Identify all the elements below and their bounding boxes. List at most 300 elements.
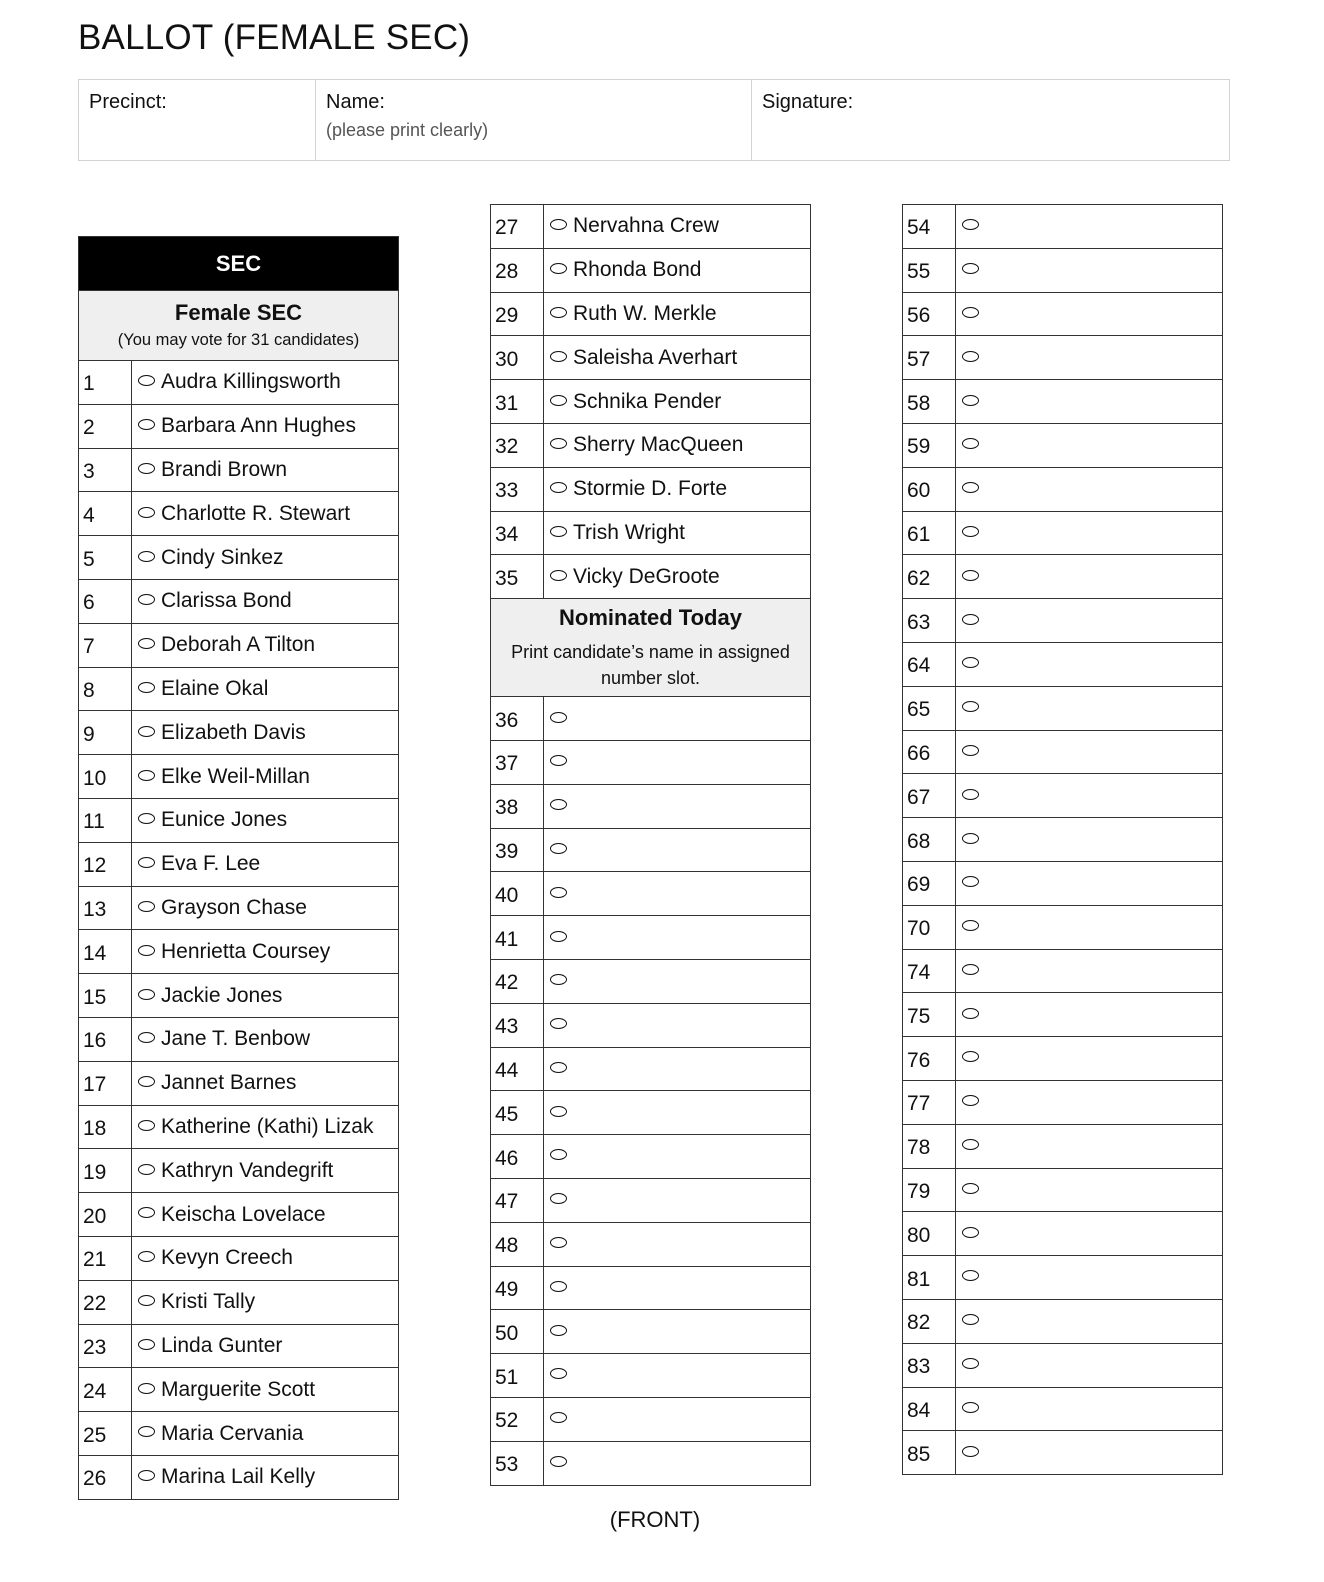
candidate-name: Ruth W. Merkle bbox=[573, 301, 717, 325]
slot-number: 13 bbox=[79, 886, 132, 930]
vote-oval-icon[interactable] bbox=[550, 1368, 567, 1379]
slot-number: 62 bbox=[903, 555, 956, 599]
write-in-row bbox=[903, 467, 1223, 511]
write-in-cell[interactable] bbox=[956, 1168, 1223, 1212]
slot-number: 5 bbox=[79, 536, 132, 580]
write-in-cell[interactable] bbox=[956, 1387, 1223, 1431]
vote-oval-icon[interactable] bbox=[550, 482, 567, 493]
write-in-row bbox=[903, 1124, 1223, 1168]
candidate-name: Marina Lail Kelly bbox=[161, 1465, 316, 1489]
candidate-name: Grayson Chase bbox=[161, 895, 307, 919]
write-in-cell[interactable] bbox=[544, 1003, 811, 1047]
candidate-cell[interactable] bbox=[132, 404, 399, 448]
write-in-cell[interactable] bbox=[956, 205, 1223, 249]
vote-oval-icon[interactable] bbox=[138, 682, 155, 693]
section-subtitle: Female SEC bbox=[174, 299, 303, 325]
candidate-name: Elizabeth Davis bbox=[161, 720, 306, 744]
slot-number: 21 bbox=[79, 1236, 132, 1280]
write-in-cell[interactable] bbox=[544, 1441, 811, 1485]
vote-oval-icon[interactable] bbox=[962, 1270, 979, 1281]
vote-oval-icon[interactable] bbox=[962, 1227, 979, 1238]
write-in-cell[interactable] bbox=[544, 1222, 811, 1266]
vote-oval-icon[interactable] bbox=[138, 1295, 155, 1306]
candidate-name: Sherry MacQueen bbox=[573, 433, 744, 457]
vote-oval-icon[interactable] bbox=[962, 1358, 979, 1369]
slot-number: 66 bbox=[903, 730, 956, 774]
candidate-row bbox=[79, 1236, 399, 1280]
candidate-name: Eva F. Lee bbox=[161, 852, 261, 876]
write-in-cell[interactable] bbox=[956, 380, 1223, 424]
write-in-cell[interactable] bbox=[956, 774, 1223, 818]
slot-number: 70 bbox=[903, 905, 956, 949]
slot-number: 69 bbox=[903, 861, 956, 905]
slot-number: 67 bbox=[903, 774, 956, 818]
slot-number: 58 bbox=[903, 380, 956, 424]
candidate-cell[interactable] bbox=[132, 1061, 399, 1105]
slot-number: 29 bbox=[491, 292, 544, 336]
vote-oval-icon[interactable] bbox=[550, 219, 567, 230]
candidate-row bbox=[491, 511, 811, 555]
candidate-row bbox=[491, 248, 811, 292]
vote-oval-icon[interactable] bbox=[550, 351, 567, 362]
write-in-row bbox=[903, 1299, 1223, 1343]
write-in-row bbox=[903, 949, 1223, 993]
slot-number: 53 bbox=[491, 1441, 544, 1485]
write-in-cell[interactable] bbox=[544, 1091, 811, 1135]
candidate-name: Nervahna Crew bbox=[573, 214, 719, 238]
write-in-row bbox=[903, 730, 1223, 774]
vote-oval-icon[interactable] bbox=[962, 1314, 979, 1325]
candidate-name: Kathryn Vandegrift bbox=[161, 1158, 334, 1182]
candidate-cell[interactable] bbox=[132, 1368, 399, 1412]
candidate-name: Jannet Barnes bbox=[161, 1071, 297, 1095]
vote-oval-icon[interactable] bbox=[962, 1402, 979, 1413]
vote-oval-icon[interactable] bbox=[138, 1339, 155, 1350]
vote-oval-icon[interactable] bbox=[962, 701, 979, 712]
candidate-cell[interactable] bbox=[132, 361, 399, 405]
candidate-cell[interactable] bbox=[132, 886, 399, 930]
candidate-row bbox=[79, 579, 399, 623]
candidate-cell[interactable] bbox=[132, 536, 399, 580]
page-side-label: (FRONT) bbox=[609, 1507, 701, 1532]
candidate-row bbox=[79, 974, 399, 1018]
vote-oval-icon[interactable] bbox=[550, 1193, 567, 1204]
candidate-name: Charlotte R. Stewart bbox=[161, 501, 351, 525]
vote-oval-icon[interactable] bbox=[962, 657, 979, 668]
write-in-row bbox=[903, 1037, 1223, 1081]
write-in-cell[interactable] bbox=[956, 1431, 1223, 1475]
candidate-row bbox=[79, 1193, 399, 1237]
write-in-cell[interactable] bbox=[544, 1354, 811, 1398]
write-in-cell[interactable] bbox=[544, 1178, 811, 1222]
candidate-cell[interactable] bbox=[132, 579, 399, 623]
vote-oval-icon[interactable] bbox=[138, 726, 155, 737]
write-in-cell[interactable] bbox=[956, 993, 1223, 1037]
candidate-cell[interactable] bbox=[132, 1105, 399, 1149]
write-in-row bbox=[903, 292, 1223, 336]
write-in-cell[interactable] bbox=[956, 1080, 1223, 1124]
candidate-row bbox=[491, 423, 811, 467]
candidate-row bbox=[491, 336, 811, 380]
candidate-name: Jane T. Benbow bbox=[161, 1027, 311, 1051]
write-in-row bbox=[903, 1343, 1223, 1387]
candidate-cell[interactable] bbox=[132, 755, 399, 799]
vote-oval-icon[interactable] bbox=[550, 263, 567, 274]
vote-oval-icon[interactable] bbox=[962, 920, 979, 931]
candidate-name: Elaine Okal bbox=[161, 676, 269, 700]
candidate-cell[interactable] bbox=[544, 467, 811, 511]
write-in-cell[interactable] bbox=[956, 248, 1223, 292]
section-subheader bbox=[79, 291, 399, 361]
vote-oval-icon[interactable] bbox=[550, 1062, 567, 1073]
vote-oval-icon[interactable] bbox=[962, 526, 979, 537]
vote-oval-icon[interactable] bbox=[138, 1207, 155, 1218]
vote-oval-icon[interactable] bbox=[550, 887, 567, 898]
vote-oval-icon[interactable] bbox=[550, 1412, 567, 1423]
vote-oval-icon[interactable] bbox=[138, 1164, 155, 1175]
vote-oval-icon[interactable] bbox=[962, 964, 979, 975]
slot-number: 35 bbox=[491, 555, 544, 599]
write-in-cell[interactable] bbox=[544, 740, 811, 784]
slot-number: 18 bbox=[79, 1105, 132, 1149]
candidate-row bbox=[79, 930, 399, 974]
vote-oval-icon[interactable] bbox=[138, 901, 155, 912]
write-in-cell[interactable] bbox=[956, 686, 1223, 730]
candidate-cell[interactable] bbox=[132, 798, 399, 842]
slot-number: 23 bbox=[79, 1324, 132, 1368]
vote-oval-icon[interactable] bbox=[962, 876, 979, 887]
vote-oval-icon[interactable] bbox=[138, 989, 155, 1000]
vote-oval-icon[interactable] bbox=[550, 843, 567, 854]
vote-oval-icon[interactable] bbox=[138, 1383, 155, 1394]
candidate-row bbox=[79, 886, 399, 930]
candidate-row bbox=[79, 1412, 399, 1456]
vote-oval-icon[interactable] bbox=[138, 463, 155, 474]
write-in-cell[interactable] bbox=[956, 511, 1223, 555]
write-in-row bbox=[903, 642, 1223, 686]
slot-number: 28 bbox=[491, 248, 544, 292]
slot-number: 51 bbox=[491, 1354, 544, 1398]
write-in-row bbox=[491, 1091, 811, 1135]
slot-number: 30 bbox=[491, 336, 544, 380]
vote-oval-icon[interactable] bbox=[962, 1183, 979, 1194]
precinct-field[interactable] bbox=[79, 80, 315, 160]
candidate-cell[interactable] bbox=[132, 492, 399, 536]
vote-oval-icon[interactable] bbox=[962, 482, 979, 493]
candidate-cell[interactable] bbox=[132, 711, 399, 755]
candidate-name: Clarissa Bond bbox=[161, 589, 292, 613]
candidate-cell[interactable] bbox=[544, 336, 811, 380]
slot-number: 26 bbox=[79, 1455, 132, 1499]
slot-number: 44 bbox=[491, 1047, 544, 1091]
candidate-row bbox=[79, 755, 399, 799]
write-in-cell[interactable] bbox=[956, 1256, 1223, 1300]
vote-oval-icon[interactable] bbox=[138, 1032, 155, 1043]
vote-oval-icon[interactable] bbox=[550, 570, 567, 581]
write-in-row bbox=[491, 1003, 811, 1047]
vote-oval-icon[interactable] bbox=[138, 770, 155, 781]
write-in-cell[interactable] bbox=[544, 1397, 811, 1441]
vote-oval-icon[interactable] bbox=[962, 395, 979, 406]
slot-number: 15 bbox=[79, 974, 132, 1018]
candidate-row bbox=[79, 404, 399, 448]
slot-number: 52 bbox=[491, 1397, 544, 1441]
slot-number: 4 bbox=[79, 492, 132, 536]
nominated-title: Nominated Today bbox=[559, 604, 742, 630]
slot-number: 49 bbox=[491, 1266, 544, 1310]
candidate-name: Schnika Pender bbox=[573, 389, 722, 413]
candidate-row bbox=[79, 623, 399, 667]
write-in-row bbox=[903, 336, 1223, 380]
candidate-row bbox=[79, 798, 399, 842]
vote-instruction: (You may vote for 31 candidates) bbox=[117, 330, 360, 349]
vote-oval-icon[interactable] bbox=[138, 1251, 155, 1262]
write-in-row bbox=[903, 1256, 1223, 1300]
slot-number: 68 bbox=[903, 818, 956, 862]
vote-oval-icon[interactable] bbox=[962, 1446, 979, 1457]
slot-number: 43 bbox=[491, 1003, 544, 1047]
precinct-label: Precinct: bbox=[89, 91, 167, 113]
slot-number: 82 bbox=[903, 1299, 956, 1343]
write-in-cell[interactable] bbox=[544, 1047, 811, 1091]
slot-number: 32 bbox=[491, 423, 544, 467]
slot-number: 8 bbox=[79, 667, 132, 711]
candidate-row bbox=[79, 842, 399, 886]
vote-oval-icon[interactable] bbox=[550, 438, 567, 449]
slot-number: 3 bbox=[79, 448, 132, 492]
vote-oval-icon[interactable] bbox=[138, 1120, 155, 1131]
candidate-name: Kevyn Creech bbox=[161, 1246, 293, 1270]
write-in-row bbox=[491, 1397, 811, 1441]
slot-number: 34 bbox=[491, 511, 544, 555]
write-in-cell[interactable] bbox=[544, 1266, 811, 1310]
vote-oval-icon[interactable] bbox=[138, 594, 155, 605]
vote-oval-icon[interactable] bbox=[962, 1139, 979, 1150]
slot-number: 12 bbox=[79, 842, 132, 886]
candidate-cell[interactable] bbox=[132, 623, 399, 667]
candidate-row bbox=[491, 380, 811, 424]
candidate-cell[interactable] bbox=[544, 248, 811, 292]
write-in-row bbox=[491, 697, 811, 741]
vote-oval-icon[interactable] bbox=[550, 1237, 567, 1248]
candidate-name: Stormie D. Forte bbox=[573, 477, 728, 501]
vote-oval-icon[interactable] bbox=[550, 712, 567, 723]
slot-number: 36 bbox=[491, 697, 544, 741]
write-in-cell[interactable] bbox=[956, 818, 1223, 862]
name-label: Name: bbox=[326, 91, 385, 113]
write-in-cell[interactable] bbox=[544, 1310, 811, 1354]
write-in-cell[interactable] bbox=[956, 292, 1223, 336]
vote-oval-icon[interactable] bbox=[138, 1076, 155, 1087]
vote-oval-icon[interactable] bbox=[962, 789, 979, 800]
candidate-cell[interactable] bbox=[132, 667, 399, 711]
candidate-cell[interactable] bbox=[132, 930, 399, 974]
candidate-cell[interactable] bbox=[132, 974, 399, 1018]
candidate-cell[interactable] bbox=[544, 423, 811, 467]
candidate-cell[interactable] bbox=[132, 1236, 399, 1280]
write-in-cell[interactable] bbox=[544, 959, 811, 1003]
write-in-cell[interactable] bbox=[956, 949, 1223, 993]
write-in-row bbox=[903, 555, 1223, 599]
vote-oval-icon[interactable] bbox=[138, 551, 155, 562]
write-in-cell[interactable] bbox=[956, 1124, 1223, 1168]
slot-number: 33 bbox=[491, 467, 544, 511]
candidate-name: Rhonda Bond bbox=[573, 258, 702, 282]
candidate-name: Marguerite Scott bbox=[161, 1377, 316, 1401]
vote-oval-icon[interactable] bbox=[550, 931, 567, 942]
slot-number: 75 bbox=[903, 993, 956, 1037]
write-in-cell[interactable] bbox=[956, 467, 1223, 511]
write-in-row bbox=[903, 905, 1223, 949]
vote-oval-icon[interactable] bbox=[962, 438, 979, 449]
vote-oval-icon[interactable] bbox=[550, 307, 567, 318]
candidate-name: Henrietta Coursey bbox=[161, 939, 331, 963]
write-in-cell[interactable] bbox=[956, 555, 1223, 599]
candidate-name: Barbara Ann Hughes bbox=[161, 414, 356, 438]
write-in-row bbox=[903, 818, 1223, 862]
candidate-name: Linda Gunter bbox=[161, 1333, 283, 1357]
candidate-cell[interactable] bbox=[132, 1280, 399, 1324]
vote-oval-icon[interactable] bbox=[550, 1106, 567, 1117]
vote-oval-icon[interactable] bbox=[962, 263, 979, 274]
candidate-name: Jackie Jones bbox=[161, 983, 283, 1007]
name-hint: (please print clearly) bbox=[326, 120, 489, 140]
slot-number: 31 bbox=[491, 380, 544, 424]
vote-oval-icon[interactable] bbox=[550, 1456, 567, 1467]
vote-oval-icon[interactable] bbox=[962, 1051, 979, 1062]
vote-oval-icon[interactable] bbox=[550, 395, 567, 406]
slot-number: 80 bbox=[903, 1212, 956, 1256]
section-header: SEC bbox=[79, 237, 399, 291]
vote-oval-icon[interactable] bbox=[550, 974, 567, 985]
candidate-cell[interactable] bbox=[132, 1412, 399, 1456]
slot-number: 59 bbox=[903, 423, 956, 467]
candidate-name: Elke Weil-Millan bbox=[161, 764, 310, 788]
vote-oval-icon[interactable] bbox=[550, 526, 567, 537]
vote-oval-icon[interactable] bbox=[550, 755, 567, 766]
vote-oval-icon[interactable] bbox=[962, 1008, 979, 1019]
slot-number: 11 bbox=[79, 798, 132, 842]
slot-number: 7 bbox=[79, 623, 132, 667]
candidate-row bbox=[79, 1324, 399, 1368]
write-in-cell[interactable] bbox=[956, 1037, 1223, 1081]
write-in-cell[interactable] bbox=[544, 697, 811, 741]
candidate-cell[interactable] bbox=[132, 1149, 399, 1193]
vote-oval-icon[interactable] bbox=[550, 1018, 567, 1029]
candidate-cell[interactable] bbox=[544, 380, 811, 424]
slot-number: 61 bbox=[903, 511, 956, 555]
write-in-row bbox=[491, 1354, 811, 1398]
voter-info-header bbox=[78, 79, 1230, 161]
vote-oval-icon[interactable] bbox=[138, 1470, 155, 1481]
candidate-cell[interactable] bbox=[132, 1193, 399, 1237]
candidate-cell[interactable] bbox=[544, 511, 811, 555]
vote-oval-icon[interactable] bbox=[138, 857, 155, 868]
vote-oval-icon[interactable] bbox=[138, 945, 155, 956]
write-in-cell[interactable] bbox=[956, 1299, 1223, 1343]
vote-oval-icon[interactable] bbox=[138, 813, 155, 824]
write-in-cell[interactable] bbox=[544, 784, 811, 828]
write-in-cell[interactable] bbox=[956, 642, 1223, 686]
vote-oval-icon[interactable] bbox=[138, 507, 155, 518]
slot-number: 22 bbox=[79, 1280, 132, 1324]
write-in-cell[interactable] bbox=[544, 916, 811, 960]
write-in-cell[interactable] bbox=[956, 861, 1223, 905]
write-in-cell[interactable] bbox=[544, 828, 811, 872]
slot-number: 81 bbox=[903, 1256, 956, 1300]
slot-number: 47 bbox=[491, 1178, 544, 1222]
candidate-cell[interactable] bbox=[544, 205, 811, 249]
vote-oval-icon[interactable] bbox=[962, 570, 979, 581]
slot-number: 20 bbox=[79, 1193, 132, 1237]
vote-oval-icon[interactable] bbox=[962, 833, 979, 844]
write-in-cell[interactable] bbox=[544, 872, 811, 916]
slot-number: 42 bbox=[491, 959, 544, 1003]
write-in-cell[interactable] bbox=[956, 905, 1223, 949]
vote-oval-icon[interactable] bbox=[138, 1426, 155, 1437]
vote-oval-icon[interactable] bbox=[138, 375, 155, 386]
candidate-name: Keischa Lovelace bbox=[161, 1202, 326, 1226]
candidate-row bbox=[79, 711, 399, 755]
write-in-row bbox=[903, 861, 1223, 905]
slot-number: 14 bbox=[79, 930, 132, 974]
candidate-cell[interactable] bbox=[132, 1455, 399, 1499]
signature-field[interactable] bbox=[751, 80, 1229, 160]
ballot-title: BALLOT (FEMALE SEC) bbox=[78, 18, 471, 57]
candidate-cell[interactable] bbox=[132, 1017, 399, 1061]
vote-oval-icon[interactable] bbox=[962, 219, 979, 230]
vote-oval-icon[interactable] bbox=[550, 1325, 567, 1336]
slot-number: 9 bbox=[79, 711, 132, 755]
write-in-row bbox=[491, 1222, 811, 1266]
slot-number: 60 bbox=[903, 467, 956, 511]
write-in-cell[interactable] bbox=[956, 336, 1223, 380]
candidate-name: Deborah A Tilton bbox=[161, 633, 316, 657]
vote-oval-icon[interactable] bbox=[962, 307, 979, 318]
vote-oval-icon[interactable] bbox=[550, 799, 567, 810]
vote-oval-icon[interactable] bbox=[138, 638, 155, 649]
vote-oval-icon[interactable] bbox=[962, 614, 979, 625]
slot-number: 17 bbox=[79, 1061, 132, 1105]
candidate-cell[interactable] bbox=[132, 448, 399, 492]
vote-oval-icon[interactable] bbox=[550, 1149, 567, 1160]
write-in-cell[interactable] bbox=[956, 730, 1223, 774]
candidate-cell[interactable] bbox=[544, 292, 811, 336]
candidate-cell[interactable] bbox=[544, 555, 811, 599]
vote-oval-icon[interactable] bbox=[962, 1095, 979, 1106]
vote-oval-icon[interactable] bbox=[138, 419, 155, 430]
candidate-row bbox=[491, 555, 811, 599]
candidate-cell[interactable] bbox=[132, 1324, 399, 1368]
write-in-cell[interactable] bbox=[956, 1343, 1223, 1387]
slot-number: 41 bbox=[491, 916, 544, 960]
slot-number: 10 bbox=[79, 755, 132, 799]
slot-number: 64 bbox=[903, 642, 956, 686]
slot-number: 16 bbox=[79, 1017, 132, 1061]
write-in-cell[interactable] bbox=[544, 1135, 811, 1179]
write-in-cell[interactable] bbox=[956, 1212, 1223, 1256]
write-in-cell[interactable] bbox=[956, 599, 1223, 643]
candidate-name: Trish Wright bbox=[573, 520, 686, 544]
candidate-cell[interactable] bbox=[132, 842, 399, 886]
write-in-row bbox=[491, 1135, 811, 1179]
vote-oval-icon[interactable] bbox=[550, 1281, 567, 1292]
write-in-row bbox=[903, 686, 1223, 730]
write-in-cell[interactable] bbox=[956, 423, 1223, 467]
vote-oval-icon[interactable] bbox=[962, 745, 979, 756]
name-field[interactable] bbox=[315, 80, 751, 160]
vote-oval-icon[interactable] bbox=[962, 351, 979, 362]
